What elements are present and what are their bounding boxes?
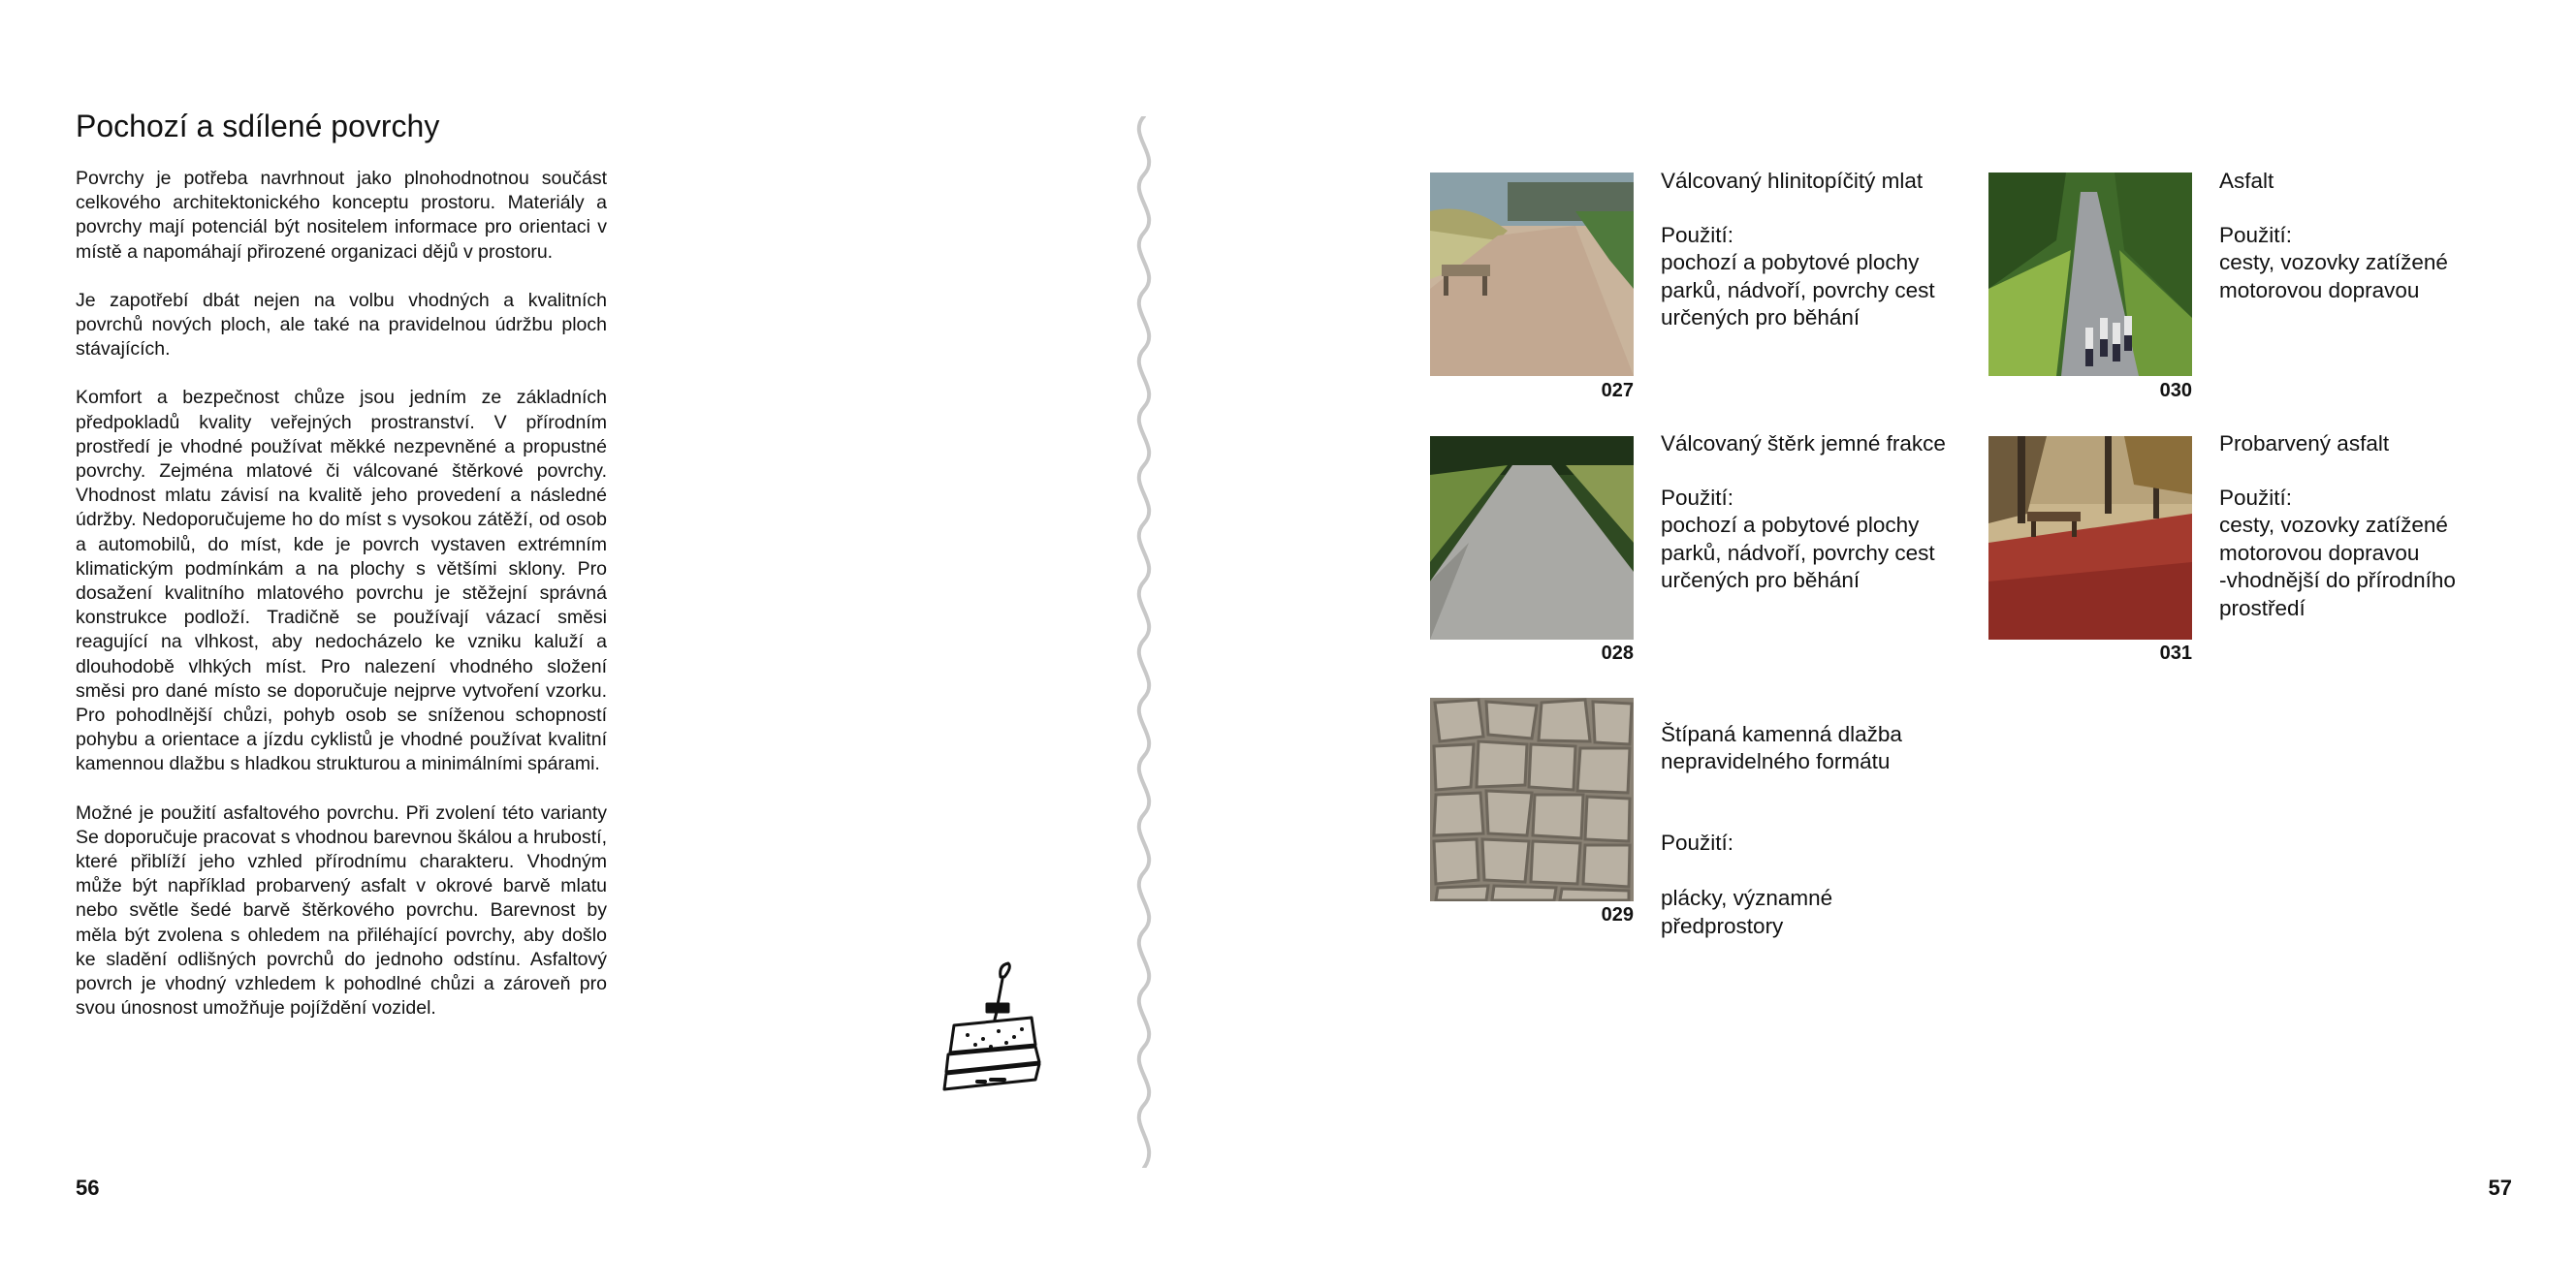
item-caption-031 xyxy=(2219,430,2539,622)
item-caption-029 xyxy=(1661,693,1981,968)
item-use-label: Použití: xyxy=(2219,485,2293,510)
item-use-label: Použití: xyxy=(1661,222,1734,247)
photo-number-027: 027 xyxy=(1601,380,1634,401)
item-caption-030 xyxy=(2219,168,2539,304)
intro-paragraph-3: Komfort a bezpečnost chůze jsou jedním ze základních předpokladů kvality veřejných prostranství. V přírodním prostředí je vhodné používat měkké nezpevněné a propustné povrchy. Zejména mlatové či válcované štěrkové povrchy. Vhodnost mlatu závisí na kvalitě jeho provedení a následné údržby. Nedoporučujeme ho do míst s vysokou zátěží, od osob a automobilů, do míst, kde je povrch vystaven extrémním klimatickým podmínkám a na plochy s většími sklony. Pro dosažení kvalitního mlatového povrchu je stěžejní správná konstrukce podloží. Tradičně se používají vázací směsi reagující na vlhkost, aby nedocházelo ke vzniku kaluží a dlouhodobě vlhkých míst. Pro nalezení vhodného složení směsi pro dané místo se doporučuje nejprve vytvoření vzorku. Pro pohodlnější chůzi, pohyb osob se sníženou schopností pohybu a orientace a jízdu cyklistů je vhodné používat kvalitní kamennou dlažbu s hladkou strukturou a minimálními spárami. xyxy=(76,387,607,775)
gravel-path-photo xyxy=(1430,173,1634,376)
item-use: plácky, významné předprostory xyxy=(1661,886,1833,938)
item-use: cesty, vozovky zatížené motorovou dopravou -vhodnější do přírodního prostředí xyxy=(2219,513,2456,620)
item-use: cesty, vozovky zatížené motorovou dopravou xyxy=(2219,250,2448,302)
fine-gravel-path-photo xyxy=(1430,436,1634,640)
item-title: Probarvený asfalt xyxy=(2219,431,2390,456)
item-title: Asfalt xyxy=(2219,169,2274,193)
page-number-right: 57 xyxy=(2488,1176,2512,1200)
page-title: Pochozí a sdílené povrchy xyxy=(76,109,440,143)
asphalt-path-photo xyxy=(1988,173,2192,376)
item-use-label: Použití: xyxy=(1661,831,1734,855)
item-caption-027 xyxy=(1661,168,1981,332)
item-use: pochozí a pobytové plochy parků, nádvoří, povrchy cest určených pro běhání xyxy=(1661,250,1935,330)
intro-paragraph-1: Povrchy je potřeba navrhnout jako plnohodnotnou součást celkového architektonického konceptu prostoru. Materiály a povrchy mají potenciál být nositelem informace pro orientaci v místě a napomáhají přirozené organizaci dějů v prostoru. xyxy=(76,168,607,263)
item-use: pochozí a pobytové plochy parků, nádvoří, povrchy cest určených pro běhání xyxy=(1661,513,1935,592)
page-number-left: 56 xyxy=(76,1176,100,1200)
paving-layers-sketch-icon xyxy=(938,959,1045,1095)
item-use-label: Použití: xyxy=(2219,222,2293,247)
item-title: Válcovaný štěrk jemné frakce xyxy=(1661,431,1946,456)
item-caption-028 xyxy=(1661,430,1981,595)
photo-number-029: 029 xyxy=(1601,904,1634,926)
item-title: Válcovaný hlinitopíčitý mlat xyxy=(1661,169,1924,193)
intro-paragraph-4: Možné je použití asfaltového povrchu. Při zvolení této varianty Se doporučuje pracovat s vhodnou barevnou škálou a hrubostí, které přiblíží jeho vzhled přírodnímu charakteru. Vhodným může být například probarvený asfalt v okrové barvě mlatu nebo světle šedé barvě štěrkového povrchu. Barevnost by měla být zvolena s ohledem na přiléhající povrchy, aby došlo ke sladění odlišných povrchů do jednoho odstínu. Asfaltový povrch je vhodný vzhledem k pohodlné chůzi a zároveň pro svou únosnost umožňuje pojíždění vozidel. xyxy=(76,801,607,1020)
photo-number-030: 030 xyxy=(2159,380,2192,401)
vine-ornament-icon xyxy=(1125,116,1163,1168)
item-title: Štípaná kamenná dlažba nepravidelného formátu xyxy=(1661,721,1902,773)
stone-paving-photo xyxy=(1430,698,1634,901)
photo-number-031: 031 xyxy=(2159,643,2192,664)
colored-asphalt-photo xyxy=(1988,436,2192,640)
item-use-label: Použití: xyxy=(1661,485,1734,510)
intro-paragraph-2: Je zapotřebí dbát nejen na volbu vhodných a kvalitních povrchů nových ploch, ale také na pravidelnou údržbu ploch stávajících. xyxy=(76,289,607,361)
intro-text xyxy=(76,167,607,1046)
photo-number-028: 028 xyxy=(1601,643,1634,664)
